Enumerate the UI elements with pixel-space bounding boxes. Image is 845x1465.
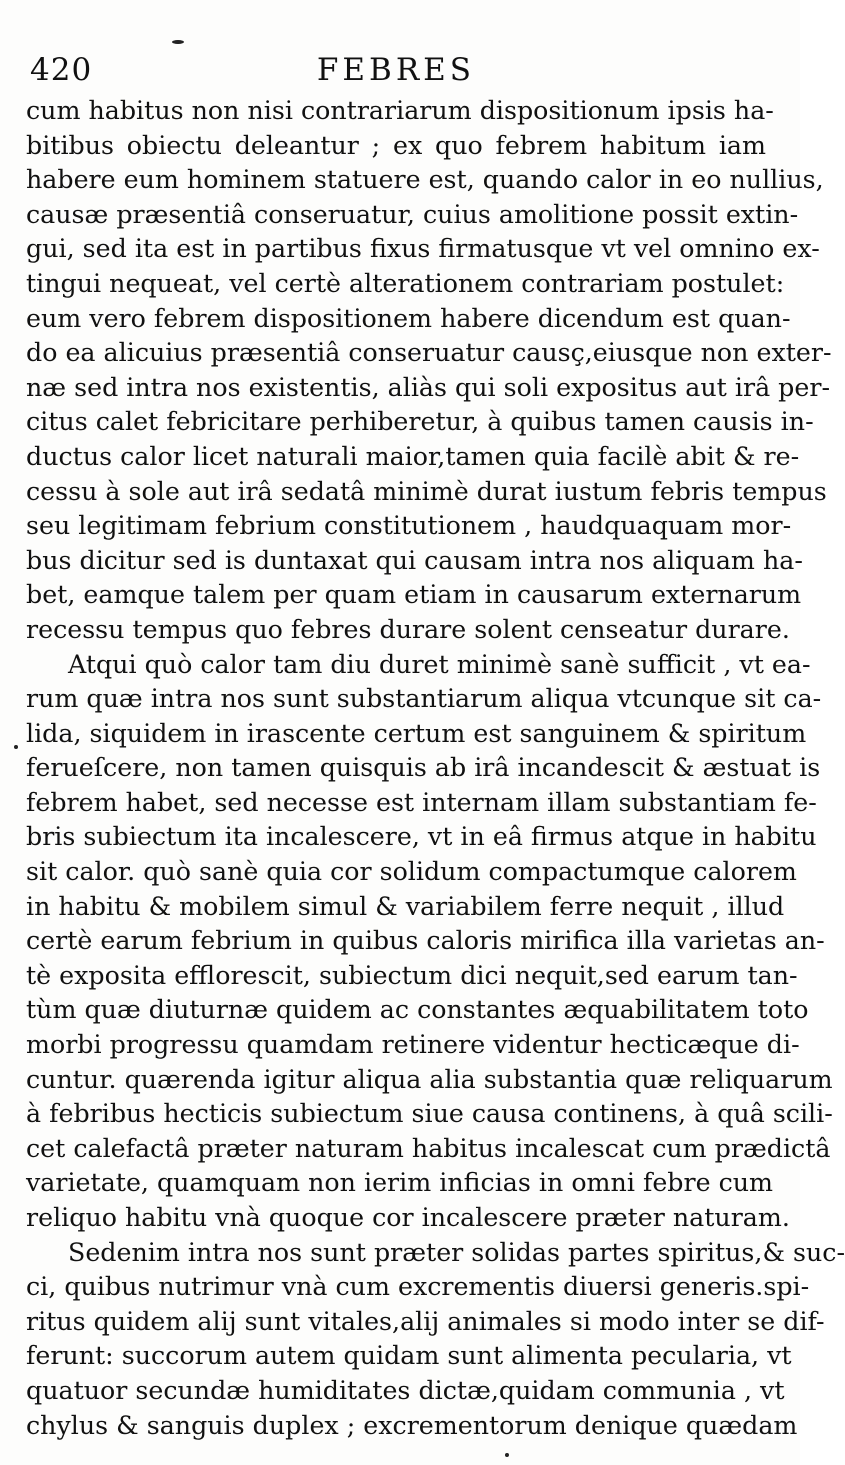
text-line: habere eum hominem statuere est, quando calor in eo nullius,	[26, 165, 824, 195]
running-title: FEBRES	[316, 52, 476, 88]
text-line: Atqui quò calor tam diu duret minimè sanè sufficit , vt ea-	[68, 649, 811, 679]
text-line: citus calet febricitare perhiberetur, à quibus tamen causis in-	[26, 407, 814, 437]
body-text	[26, 94, 845, 1443]
text-line: ductus calor licet naturali maior,tamen quia facilè abit & re-	[26, 441, 800, 471]
text-line: bitibus obiectu deleantur ; ex quo febrem habitum iam	[26, 130, 766, 160]
text-line: bet, eamque talem per quam etiam in causarum externarum	[26, 580, 802, 610]
text-line: cessu à sole aut irâ sedatâ minimè durat iustum febris tempus	[26, 476, 827, 506]
text-line: cuntur. quærenda igitur aliqua alia substantia quæ reliquarum	[26, 1064, 833, 1094]
text-line: eum vero febrem dispositionem habere dicendum est quan-	[26, 303, 791, 333]
page-header	[26, 52, 766, 94]
text-line: reliquo habitu vnà quoque cor incalescere præter naturam.	[26, 1203, 790, 1232]
print-speck	[505, 1453, 509, 1457]
text-line: tùm quæ diuturnæ quidem ac constantes æquabilitatem toto	[26, 995, 809, 1025]
paragraph	[26, 648, 833, 1236]
text-line: gui, sed ita est in partibus fixus firmatusque vt vel omnino ex-	[26, 234, 820, 264]
text-line: lida, siquidem in irascente certum est sanguinem & spiritum	[26, 718, 807, 748]
text-line: rum quæ intra nos sunt substantiarum aliqua vtcunque sit ca-	[26, 684, 822, 714]
paragraph	[26, 94, 832, 648]
text-line: in habitu & mobilem simul & variabilem ferre nequit , illud	[26, 891, 785, 921]
text-line: ferueſcere, non tamen quisquis ab irâ incandescit & æstuat is	[26, 753, 821, 783]
text-line: chylus & sanguis duplex ; excrementorum denique quædam	[26, 1410, 798, 1440]
print-speck	[172, 40, 184, 44]
text-line: bus dicitur sed is duntaxat qui causam intra nos aliquam ha-	[26, 545, 803, 575]
text-line: næ sed intra nos existentis, aliàs qui soli expositus aut irâ per-	[26, 372, 830, 402]
text-line: cum habitus non nisi contrariarum dispositionum ipsis ha-	[26, 96, 774, 125]
text-line: causæ præsentiâ conseruatur, cuius amolitione possit extin-	[26, 199, 799, 229]
text-line: tè exposita efflorescit, subiectum dici nequit,sed earum tan-	[26, 960, 798, 990]
text-line: morbi progressu quamdam retinere videntur hecticæque di-	[26, 1030, 800, 1060]
text-line: Sedenim intra nos sunt præter solidas partes spiritus,& suc-	[68, 1237, 845, 1267]
text-line: certè earum febrium in quibus caloris mirifica illa varietas an-	[26, 926, 825, 956]
text-line: recessu tempus quo febres durare solent censeatur durare.	[26, 614, 790, 644]
text-line: do ea alicuius præsentiâ conseruatur causç,eiusque non exter-	[26, 338, 832, 368]
text-line: bris subiectum ita incalescere, vt in eâ firmus atque in habitu	[26, 822, 817, 852]
text-line: ci, quibus nutrimur vnà cum excrementis diuersi generis.spi-	[26, 1272, 810, 1302]
print-speck	[14, 745, 18, 749]
text-line: sit calor. quò sanè quia cor solidum compactumque calorem	[26, 857, 797, 887]
page-number: 420	[30, 52, 93, 88]
text-line: febrem habet, sed necesse est internam illam substantiam fe-	[26, 787, 817, 817]
text-line: cet calefactâ præter naturam habitus incalescat cum prædictâ	[26, 1133, 831, 1163]
text-line: ritus quidem alij sunt vitales,alij animales si modo inter se dif-	[26, 1306, 825, 1336]
text-line: tingui nequeat, vel certè alterationem contrariam postulet:	[26, 268, 785, 298]
text-line: seu legitimam febrium constitutionem , haudquaquam mor-	[26, 511, 792, 541]
text-line: à febribus hecticis subiectum siue causa continens, à quâ scili-	[26, 1099, 833, 1129]
text-line: varietate, quamquam non ierim inficias in omni febre cum	[26, 1168, 774, 1198]
text-line: quatuor secundæ humiditates dictæ,quidam communia , vt	[26, 1375, 785, 1405]
text-line: ferunt: succorum autem quidam sunt alimenta pecularia, vt	[26, 1341, 792, 1371]
paragraph	[26, 1236, 845, 1444]
